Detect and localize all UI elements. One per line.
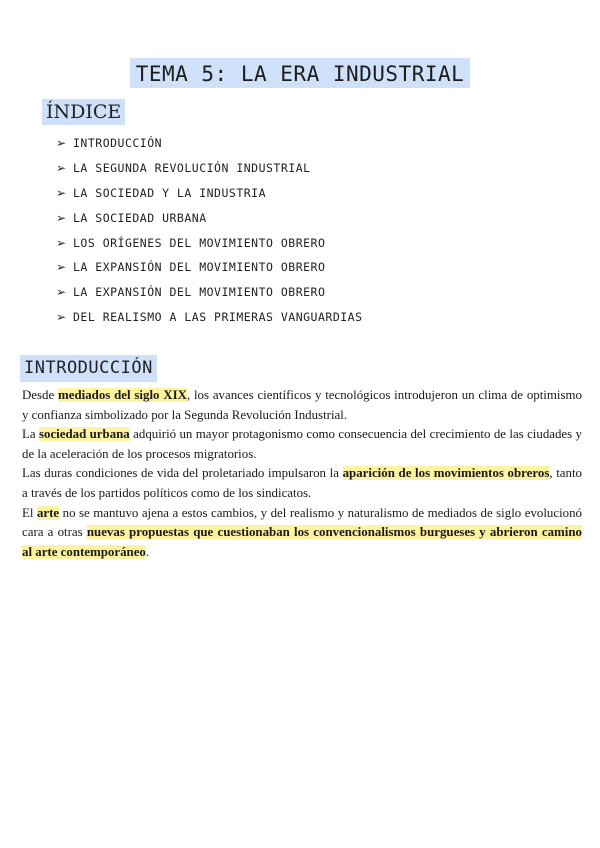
highlighted-text: nuevas propuestas que cuestionaban los convencionalismos burgueses y abrieron camino al arte contemporáneo <box>22 525 582 559</box>
toc-item-label: INTRODUCCIÓN <box>73 136 163 150</box>
text-run: , tanto a través de los partidos políticos como de los sindicatos. <box>22 466 582 500</box>
toc-item-label: LA SEGUNDA REVOLUCIÓN INDUSTRIAL <box>73 160 311 175</box>
highlighted-text: mediados del siglo XIX <box>58 388 187 402</box>
toc-item-label: LA EXPANSIÓN DEL MOVIMIENTO OBRERO <box>73 260 326 275</box>
toc-item <box>56 181 363 206</box>
arrow-bullet-icon: ➢ <box>56 260 67 275</box>
toc-item <box>56 255 363 280</box>
paragraph <box>22 425 582 464</box>
title-container <box>0 58 600 88</box>
text-run: adquirió un mayor protagonismo como consecuencia del crecimiento de las ciudades y de la aceleración de los procesos migratorios. <box>22 427 582 461</box>
paragraph <box>22 504 582 563</box>
toc-item-label: LOS ORÍGENES DEL MOVIMIENTO OBRERO <box>73 235 326 250</box>
page-title: TEMA 5: LA ERA INDUSTRIAL <box>130 58 471 88</box>
highlighted-text: sociedad urbana <box>38 427 130 442</box>
arrow-bullet-icon: ➢ <box>56 285 67 300</box>
section-body <box>22 386 582 562</box>
toc-item-label: LA SOCIEDAD URBANA <box>73 210 207 225</box>
arrow-bullet-icon: ➢ <box>56 310 67 325</box>
arrow-bullet-icon: ➢ <box>56 235 67 250</box>
text-run: El <box>22 505 37 520</box>
paragraph <box>22 386 582 425</box>
toc-item <box>56 305 363 330</box>
toc-item <box>56 280 363 305</box>
toc-item <box>56 131 363 156</box>
arrow-bullet-icon: ➢ <box>56 210 67 225</box>
text-run: . <box>145 544 150 559</box>
text-run: Desde <box>22 388 59 402</box>
highlighted-text: arte <box>36 505 60 520</box>
highlighted-text: aparición de los movimientos obreros <box>342 466 550 481</box>
paragraph <box>22 464 582 503</box>
text-run: no se mantuvo ajena a estos cambios, y del realismo y naturalismo de mediados de siglo evolucionó cara a otras <box>22 505 582 540</box>
toc-item <box>56 156 363 181</box>
arrow-bullet-icon: ➢ <box>56 185 67 200</box>
toc-item-label: LA EXPANSIÓN DEL MOVIMIENTO OBRERO <box>73 285 326 300</box>
toc-item-label: LA SOCIEDAD Y LA INDUSTRIA <box>73 185 267 200</box>
arrow-bullet-icon: ➢ <box>56 136 67 150</box>
toc-item <box>56 206 363 231</box>
text-run: La <box>22 427 39 442</box>
toc-item-label: DEL REALISMO A LAS PRIMERAS VANGUARDIAS <box>73 310 363 325</box>
toc-item <box>56 231 363 256</box>
index-heading: ÍNDICE <box>42 99 125 125</box>
text-run: Las duras condiciones de vida del proletariado impulsaron la <box>22 466 343 481</box>
table-of-contents <box>56 131 363 330</box>
section-heading: INTRODUCCIÓN <box>20 355 157 382</box>
arrow-bullet-icon: ➢ <box>56 160 67 175</box>
text-run: , los avances científicos y tecnológicos introdujeron un clima de optimismo y confianza simbolizado por la Segunda Revolución Industrial. <box>22 388 582 422</box>
